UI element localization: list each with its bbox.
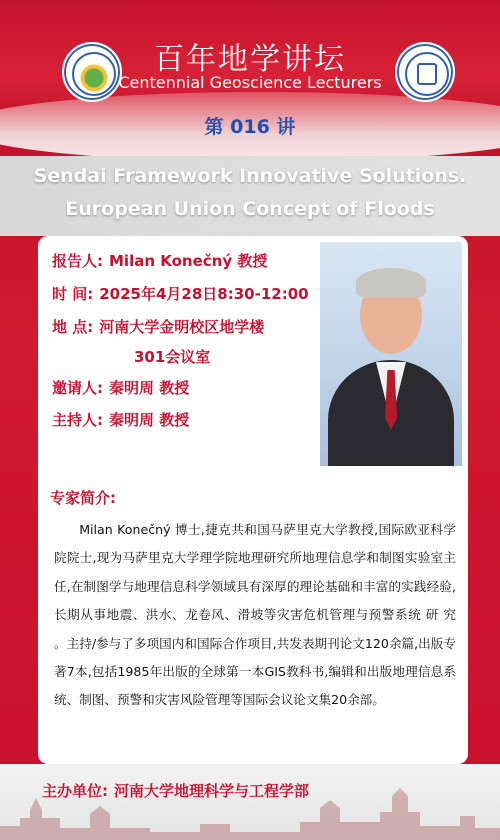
- speaker-row: [52, 250, 267, 271]
- place-row-2: [52, 346, 210, 367]
- time-row: [52, 283, 309, 304]
- organizer-label: 主办单位:: [42, 782, 108, 800]
- host-row: [52, 409, 189, 430]
- host-label: 主持人:: [52, 411, 103, 429]
- topic-banner: [0, 156, 500, 236]
- header: [0, 0, 500, 140]
- host-value: 秦明周 教授: [109, 411, 190, 429]
- organizer-value: 河南大学地理科学与工程学部: [114, 782, 310, 800]
- bio-title: 专家简介:: [50, 489, 116, 507]
- place-value: 河南大学金明校区地学楼: [99, 318, 265, 336]
- topic-line-1: Sendai Framework Innovative Solutions.: [33, 165, 467, 187]
- organizer-row: [42, 780, 309, 801]
- time-value: 2025年4月28日8:30-12:00: [99, 285, 309, 303]
- inviter-value: 秦明周 教授: [109, 379, 190, 397]
- place-row: [52, 316, 264, 337]
- title-english: Centennial Geoscience Lecturers: [118, 73, 382, 92]
- speaker-label: 报告人:: [52, 252, 103, 270]
- inviter-row: [52, 377, 189, 398]
- speaker-value: Milan Konečný 教授: [109, 252, 268, 270]
- place-label: 地 点:: [52, 318, 94, 336]
- info-card: [38, 236, 468, 764]
- title-chinese: 百年地学讲坛: [154, 42, 346, 77]
- inviter-label: 邀请人:: [52, 379, 103, 397]
- place-value-2: 301会议室: [134, 348, 211, 366]
- lecture-number: 第 016 讲: [204, 116, 296, 138]
- bio-text: Milan Konečný 博士,捷克共和国马萨里克大学教授,国际欧亚科学院院士,现为马萨里克大学理学院地理研究所地理信息学和制图实验室主任,在制图学与地理信息科学领域具有深厚的理论基础和丰富的实践经验,长期从事地震、洪水、龙卷风、滑坡等灾害危机管理与预警系统 研 究 。主持/参与了多项国内和国际合作项目,共发表期刊论文120余篇,出版专著7本,包括1985年出版的全球第一本GIS教科书,编辑和出版地理信息系统、制图、预警和灾害风险管理等国际会议论文集20余部。: [54, 522, 456, 708]
- topic-line-2: European Union Concept of Floods: [65, 198, 435, 220]
- speaker-photo: [320, 242, 462, 466]
- time-label: 时 间:: [52, 285, 94, 303]
- footer: [0, 764, 500, 840]
